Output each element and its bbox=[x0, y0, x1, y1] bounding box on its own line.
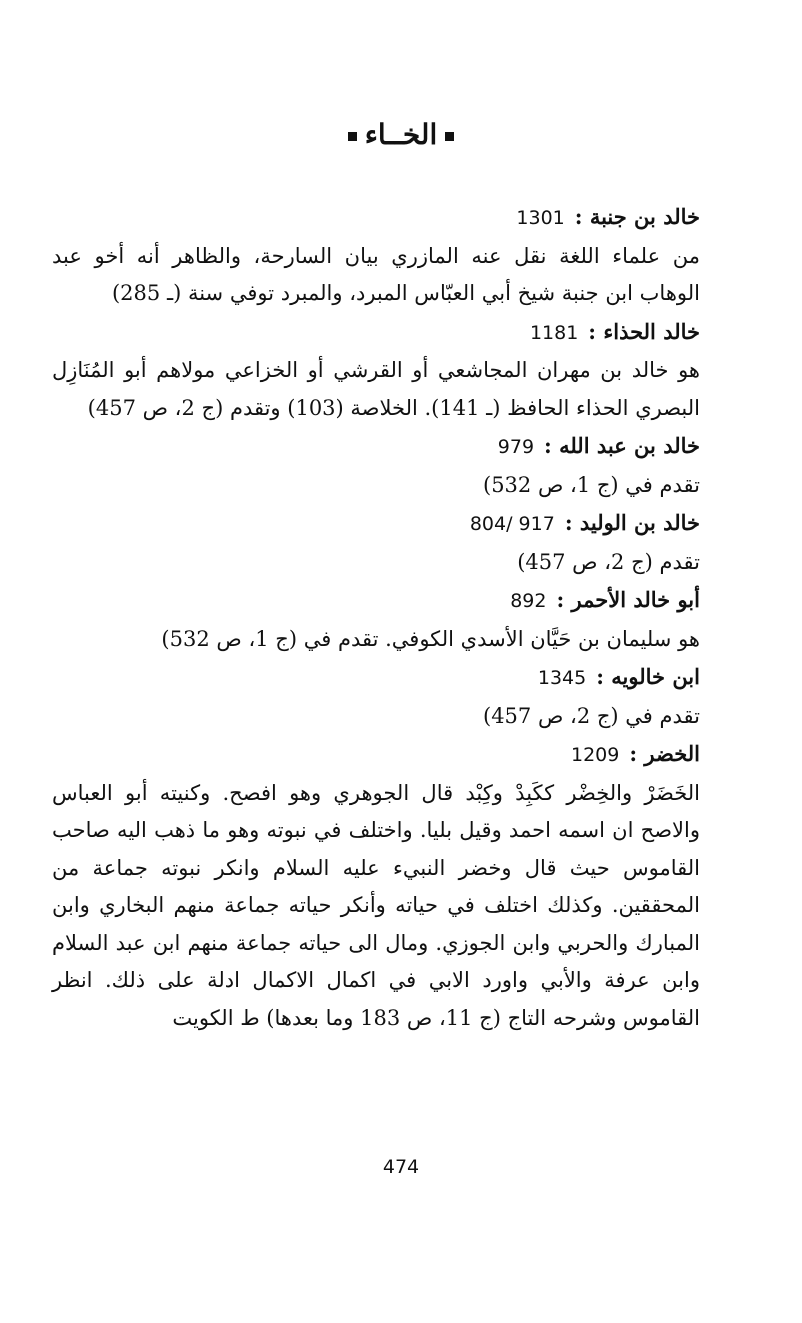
entry-text: من علماء اللغة نقل عنه المازري بيان السارحة، والظاهر أنه أخو عبد الوهاب ابن جنبة شيخ أبي العبّاس المبرد، والمبرد توفي سنة (ـ 285) bbox=[52, 243, 700, 305]
entry-number: 804/ 917 bbox=[469, 513, 555, 535]
entry-heading bbox=[52, 581, 700, 621]
entry-number: 892 bbox=[510, 590, 547, 612]
page-number: 474 bbox=[382, 1156, 420, 1178]
entry-text: هو خالد بن مهران المجاشعي أو القرشي أو الخزاعي مولاهم أبو المُنَازِل البصري الحذاء الحافظ (ـ 141). الخلاصة (103) وتقدم (ج 2، ص 457) bbox=[52, 358, 700, 420]
entry-number: 1345 bbox=[537, 667, 587, 689]
entry-text: تقدم (ج 2، ص 457) bbox=[517, 549, 700, 574]
entry-heading bbox=[52, 427, 700, 467]
entry-number: 1301 bbox=[516, 207, 565, 229]
section-title: الخــاء bbox=[364, 118, 438, 151]
entry bbox=[52, 581, 700, 658]
entry-text: تقدم في (ج 2، ص 457) bbox=[482, 703, 700, 728]
entry-heading bbox=[52, 504, 700, 544]
entry bbox=[52, 198, 700, 313]
entry-name: الخضر : bbox=[629, 741, 700, 766]
entry-name: خالد بن جنبة : bbox=[574, 204, 700, 229]
entry bbox=[52, 504, 700, 581]
entry bbox=[52, 427, 700, 504]
entry bbox=[52, 735, 700, 1037]
entry-heading bbox=[52, 735, 700, 775]
entry-heading bbox=[52, 658, 700, 698]
entries-list bbox=[52, 198, 700, 1037]
entry-name: خالد الحذاء : bbox=[588, 318, 700, 344]
square-bullet-icon bbox=[445, 132, 454, 141]
entry-heading bbox=[52, 198, 700, 238]
entry-name: ابن خالويه : bbox=[596, 664, 700, 689]
entry bbox=[52, 313, 700, 428]
entry-text: تقدم في (ج 1، ص 532) bbox=[482, 472, 700, 497]
entry-text: الخَضَرْ والخِضْر ككَبِدْ وكِبْد قال الجوهري وهو افصح. وكنيته أبو العباس والاصح ان اسمه احمد وقيل بليا. واختلف في نبوته وهو ما ذهب اليه صاحب القاموس حيث قال وخضر النبيء عليه السلام وانكر نبوته جماعة من المحققين. وكذلك اختلف في حياته وأنكر حياته جماعة منهم البخاري وابن المبارك والحربي وابن الجوزي. ومال الى حياته جماعة منهم ابن عبد السلام وابن عرفة والأبي واورد الابي في اكمال الاكمال ادلة على ذلك. انظر القاموس وشرحه التاج (ج 11، ص 183 وما بعدها) ط الكويت bbox=[52, 780, 700, 1030]
entry-heading bbox=[52, 313, 700, 353]
entry bbox=[52, 658, 700, 735]
entry-number: 1209 bbox=[570, 744, 620, 766]
entry-number: 1181 bbox=[529, 321, 579, 344]
entry-name: أبو خالد الأحمر : bbox=[556, 587, 700, 612]
entry-name: خالد بن الوليد : bbox=[564, 510, 700, 535]
entry-number: 979 bbox=[497, 436, 535, 458]
entry-name: خالد بن عبد الله : bbox=[544, 433, 700, 458]
entry-text: هو سليمان بن حَيَّان الأسدي الكوفي. تقدم في (ج 1، ص 532) bbox=[161, 626, 700, 651]
square-bullet-icon bbox=[348, 132, 357, 141]
section-header bbox=[0, 118, 802, 151]
